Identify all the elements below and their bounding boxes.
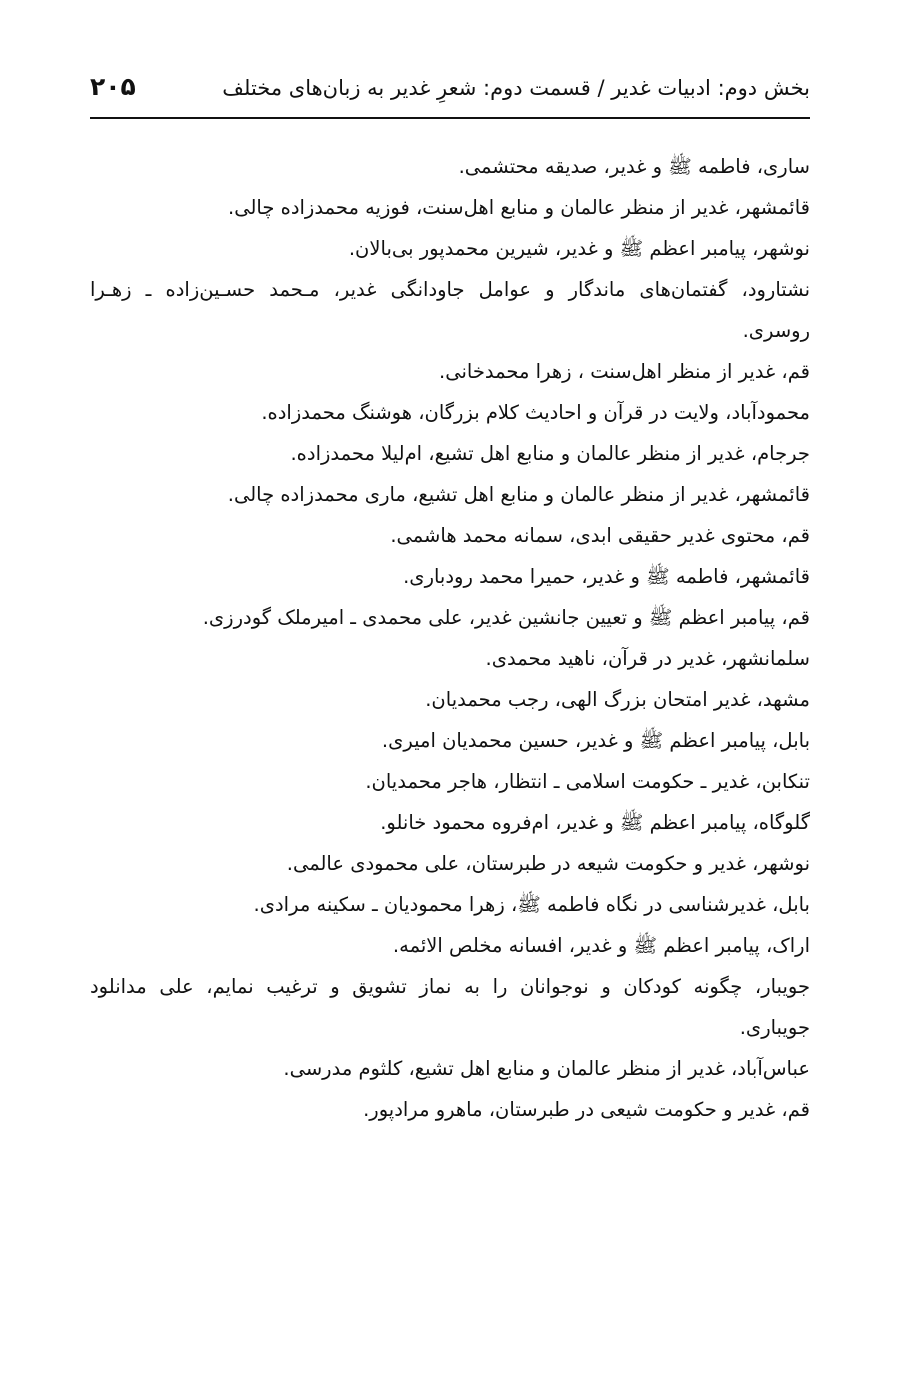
header-title: بخش دوم: ادبیات غدیر / قسمت دوم: شعرِ غدیر به زبان‌های مختلف [222,76,810,100]
text-line: مشهد، غدیر امتحان بزرگ الهی، رجب محمدیان. [425,688,810,711]
text-line: نوشهر، پیامبر اعظم ﷺ و غدیر، شیرین محمدپور بی‌بالان. [348,237,810,260]
page-number: ۲۰۵ [90,72,136,101]
text-line: قم، غدیر از منظر اهل‌سنت ، زهرا محمدخانی. [439,360,810,383]
text-line: قم، پیامبر اعظم ﷺ و تعیین جانشین غدیر، علی محمدی ـ امیرملک گودرزی. [202,606,810,629]
text-line: قم، غدیر و حکومت شیعی در طبرستان، ماهرو مرادپور. [363,1098,810,1121]
text-line: قم، محتوی غدیر حقیقی ابدی، سمانه محمد هاشمی. [390,524,810,547]
text-line: بابل، پیامبر اعظم ﷺ و غدیر، حسین محمدیان امیری. [381,729,810,752]
text-line: نشتارود، گفتمان‌های ماندگار و عوامل جاودانگی غدیر، مـحمد حسـین‌زاده ـ زهـرا [90,278,810,301]
text-line: قائمشهر، غدیر از منظر عالمان و منابع اهل تشیع، ماری محمدزاده چالی. [227,483,810,506]
text-line: عباس‌آباد، غدیر از منظر عالمان و منابع اهل تشیع، کلثوم مدرسی. [283,1057,810,1080]
text-line: روسری. [742,319,810,342]
text-line: گلوگاه، پیامبر اعظم ﷺ و غدیر، ام‌فروه محمود خانلو. [380,811,810,834]
text-line: محمودآباد، ولایت در قرآن و احادیث کلام بزرگان، هوشنگ محمدزاده. [261,401,810,424]
text-line: سلمانشهر، غدیر در قرآن، ناهید محمدی. [485,647,810,670]
text-line: جویبار، چگونه کودکان و نوجوانان را به نماز تشویق و ترغیب نمایم، علی مدانلود [90,975,810,998]
text-line: ساری، فاطمه ﷺ و غدیر، صدیقه محتشمی. [458,155,810,178]
text-line: قائمشهر، فاطمه ﷺ و غدیر، حمیرا محمد رودباری. [403,565,810,588]
text-line: جویباری. [739,1016,810,1039]
running-header [90,70,810,114]
text-line: بابل، غدیرشناسی در نگاه فاطمه ﷺ، زهرا محمودیان ـ سکینه مرادی. [253,893,810,916]
text-line: جرجام، غدیر از منظر عالمان و منابع اهل تشیع، ام‌لیلا محمدزاده. [290,442,810,465]
text-line: قائمشهر، غدیر از منظر عالمان و منابع اهل‌سنت، فوزیه محمدزاده چالی. [228,196,810,219]
text-line: اراک، پیامبر اعظم ﷺ و غدیر، افسانه مخلص الائمه. [392,934,810,957]
text-line: تنکابن، غدیر ـ حکومت اسلامی ـ انتظار، هاجر محمدیان. [365,770,810,793]
text-line: نوشهر، غدیر و حکومت شیعه در طبرستان، علی محمودی عالمی. [286,852,810,875]
page-body [90,146,810,1130]
header-divider [90,117,810,119]
